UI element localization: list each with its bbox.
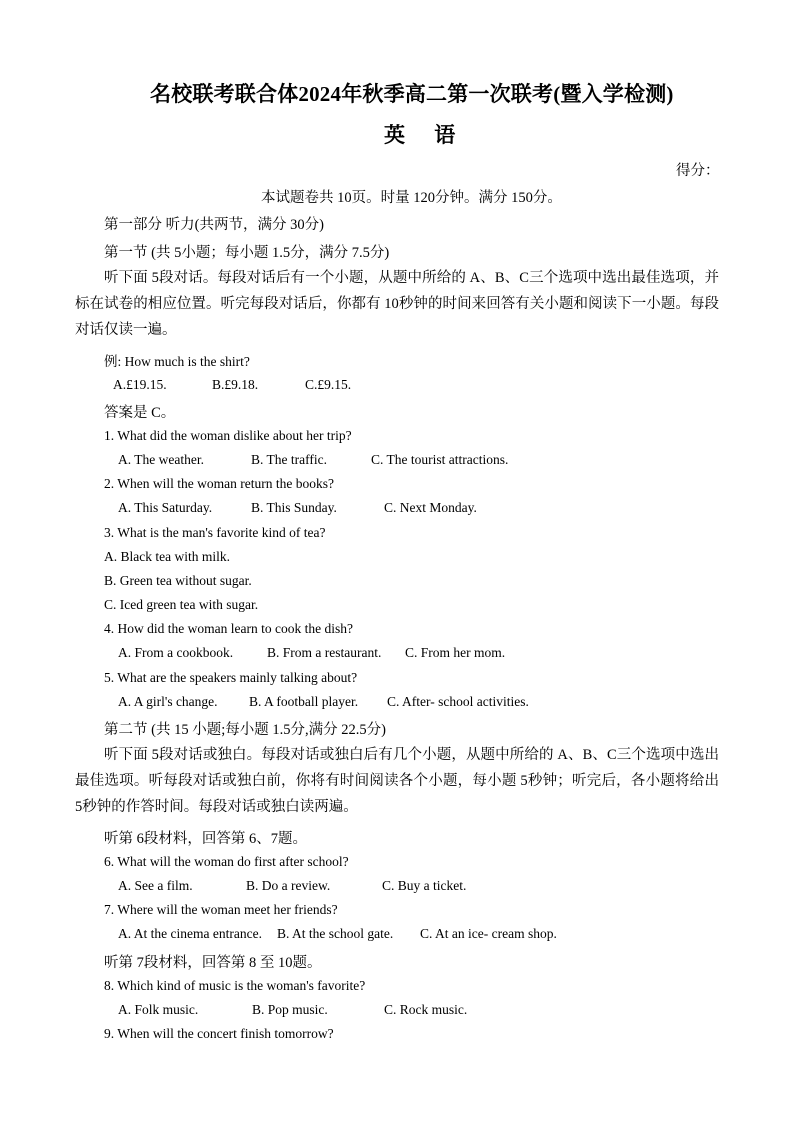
q6-option-a: A. See a film. bbox=[118, 878, 193, 893]
q5-option-b: B. A football player. bbox=[249, 694, 359, 709]
question-3: 3. What is the man's favorite kind of tea? bbox=[104, 525, 326, 540]
question-2: 2. When will the woman return the books? bbox=[104, 476, 334, 491]
question-5: 5. What are the speakers mainly talking about? bbox=[104, 670, 358, 685]
subject-title: 英 语 bbox=[384, 123, 468, 147]
example-option-c: C.£9.15. bbox=[305, 377, 352, 392]
q4-option-a: A. From a cookbook. bbox=[118, 645, 234, 660]
q8-option-a: A. Folk music. bbox=[118, 1002, 199, 1017]
example-option-b: B.£9.18. bbox=[212, 377, 259, 392]
q7-option-a: A. At the cinema entrance. bbox=[118, 926, 262, 941]
example-question: 例: How much is the shirt? bbox=[104, 354, 250, 369]
q3-option-b: B. Green tea without sugar. bbox=[104, 573, 252, 588]
exam-title: 名校联考联合体2024年秋季高二第一次联考(暨入学检测) bbox=[150, 82, 674, 106]
q8-option-c: C. Rock music. bbox=[384, 1002, 468, 1017]
q8-option-b: B. Pop music. bbox=[252, 1002, 328, 1017]
section2-instructions: 听下面 5段对话或独白。每段对话或独白后有几个小题，从题中所给的 A、B、C三个选项中选出最佳选项。听每段对话或独白前，你将有时间阅读各个小题，每小题 5秒钟；听完后，各小题将给出 5秒钟的作答时间。每段对话或独白读两遍。 bbox=[75, 747, 719, 815]
q5-option-a: A. A girl's change. bbox=[118, 694, 218, 709]
q1-option-c: C. The tourist attractions. bbox=[371, 452, 509, 467]
exam-intro: 本试题卷共 10页。时量 120分钟。满分 150分。 bbox=[261, 190, 562, 206]
section1-instructions: 听下面 5段对话。每段对话后有一个小题，从题中所给的 A、B、C三个选项中选出最佳选项，并标在试卷的相应位置。听完每段对话后，你都有 10秒钟的时间来回答有关小题和阅读下一小题。每段对话仅读一遍。 bbox=[75, 270, 719, 338]
question-9: 9. When will the concert finish tomorrow? bbox=[104, 1026, 334, 1041]
q7-option-b: B. At the school gate. bbox=[277, 926, 394, 941]
q3-option-c: C. Iced green tea with sugar. bbox=[104, 597, 259, 612]
q2-option-a: A. This Saturday. bbox=[118, 500, 213, 515]
score-label: 得分： bbox=[676, 163, 720, 179]
q4-option-b: B. From a restaurant. bbox=[267, 645, 382, 660]
q7-option-c: C. At an ice- cream shop. bbox=[420, 926, 557, 941]
material-6-instructions: 听第 6段材料，回答第 6、7题。 bbox=[104, 831, 307, 847]
example-answer: 答案是 C。 bbox=[104, 405, 176, 421]
part1-heading: 第一部分 听力(共两节，满分 30分) bbox=[104, 217, 324, 233]
question-7: 7. Where will the woman meet her friends? bbox=[104, 902, 338, 917]
question-8: 8. Which kind of music is the woman's favorite? bbox=[104, 978, 366, 993]
material-7-instructions: 听第 7段材料，回答第 8 至 10题。 bbox=[104, 955, 322, 971]
question-4: 4. How did the woman learn to cook the dish? bbox=[104, 621, 353, 636]
q3-option-a: A. Black tea with milk. bbox=[104, 549, 230, 564]
section2-heading: 第二节 (共 15 小题;每小题 1.5分,满分 22.5分) bbox=[104, 722, 386, 738]
q2-option-c: C. Next Monday. bbox=[384, 500, 477, 515]
q6-option-b: B. Do a review. bbox=[246, 878, 331, 893]
q1-option-b: B. The traffic. bbox=[251, 452, 327, 467]
q5-option-c: C. After- school activities. bbox=[387, 694, 529, 709]
q2-option-b: B. This Sunday. bbox=[251, 500, 337, 515]
question-6: 6. What will the woman do first after school? bbox=[104, 854, 349, 869]
question-1: 1. What did the woman dislike about her trip? bbox=[104, 428, 352, 443]
section1-heading: 第一节 (共 5小题；每小题 1.5分，满分 7.5分) bbox=[104, 245, 390, 261]
example-option-a: A.£19.15. bbox=[113, 377, 167, 392]
q4-option-c: C. From her mom. bbox=[405, 645, 506, 660]
q6-option-c: C. Buy a ticket. bbox=[382, 878, 467, 893]
q1-option-a: A. The weather. bbox=[118, 452, 204, 467]
